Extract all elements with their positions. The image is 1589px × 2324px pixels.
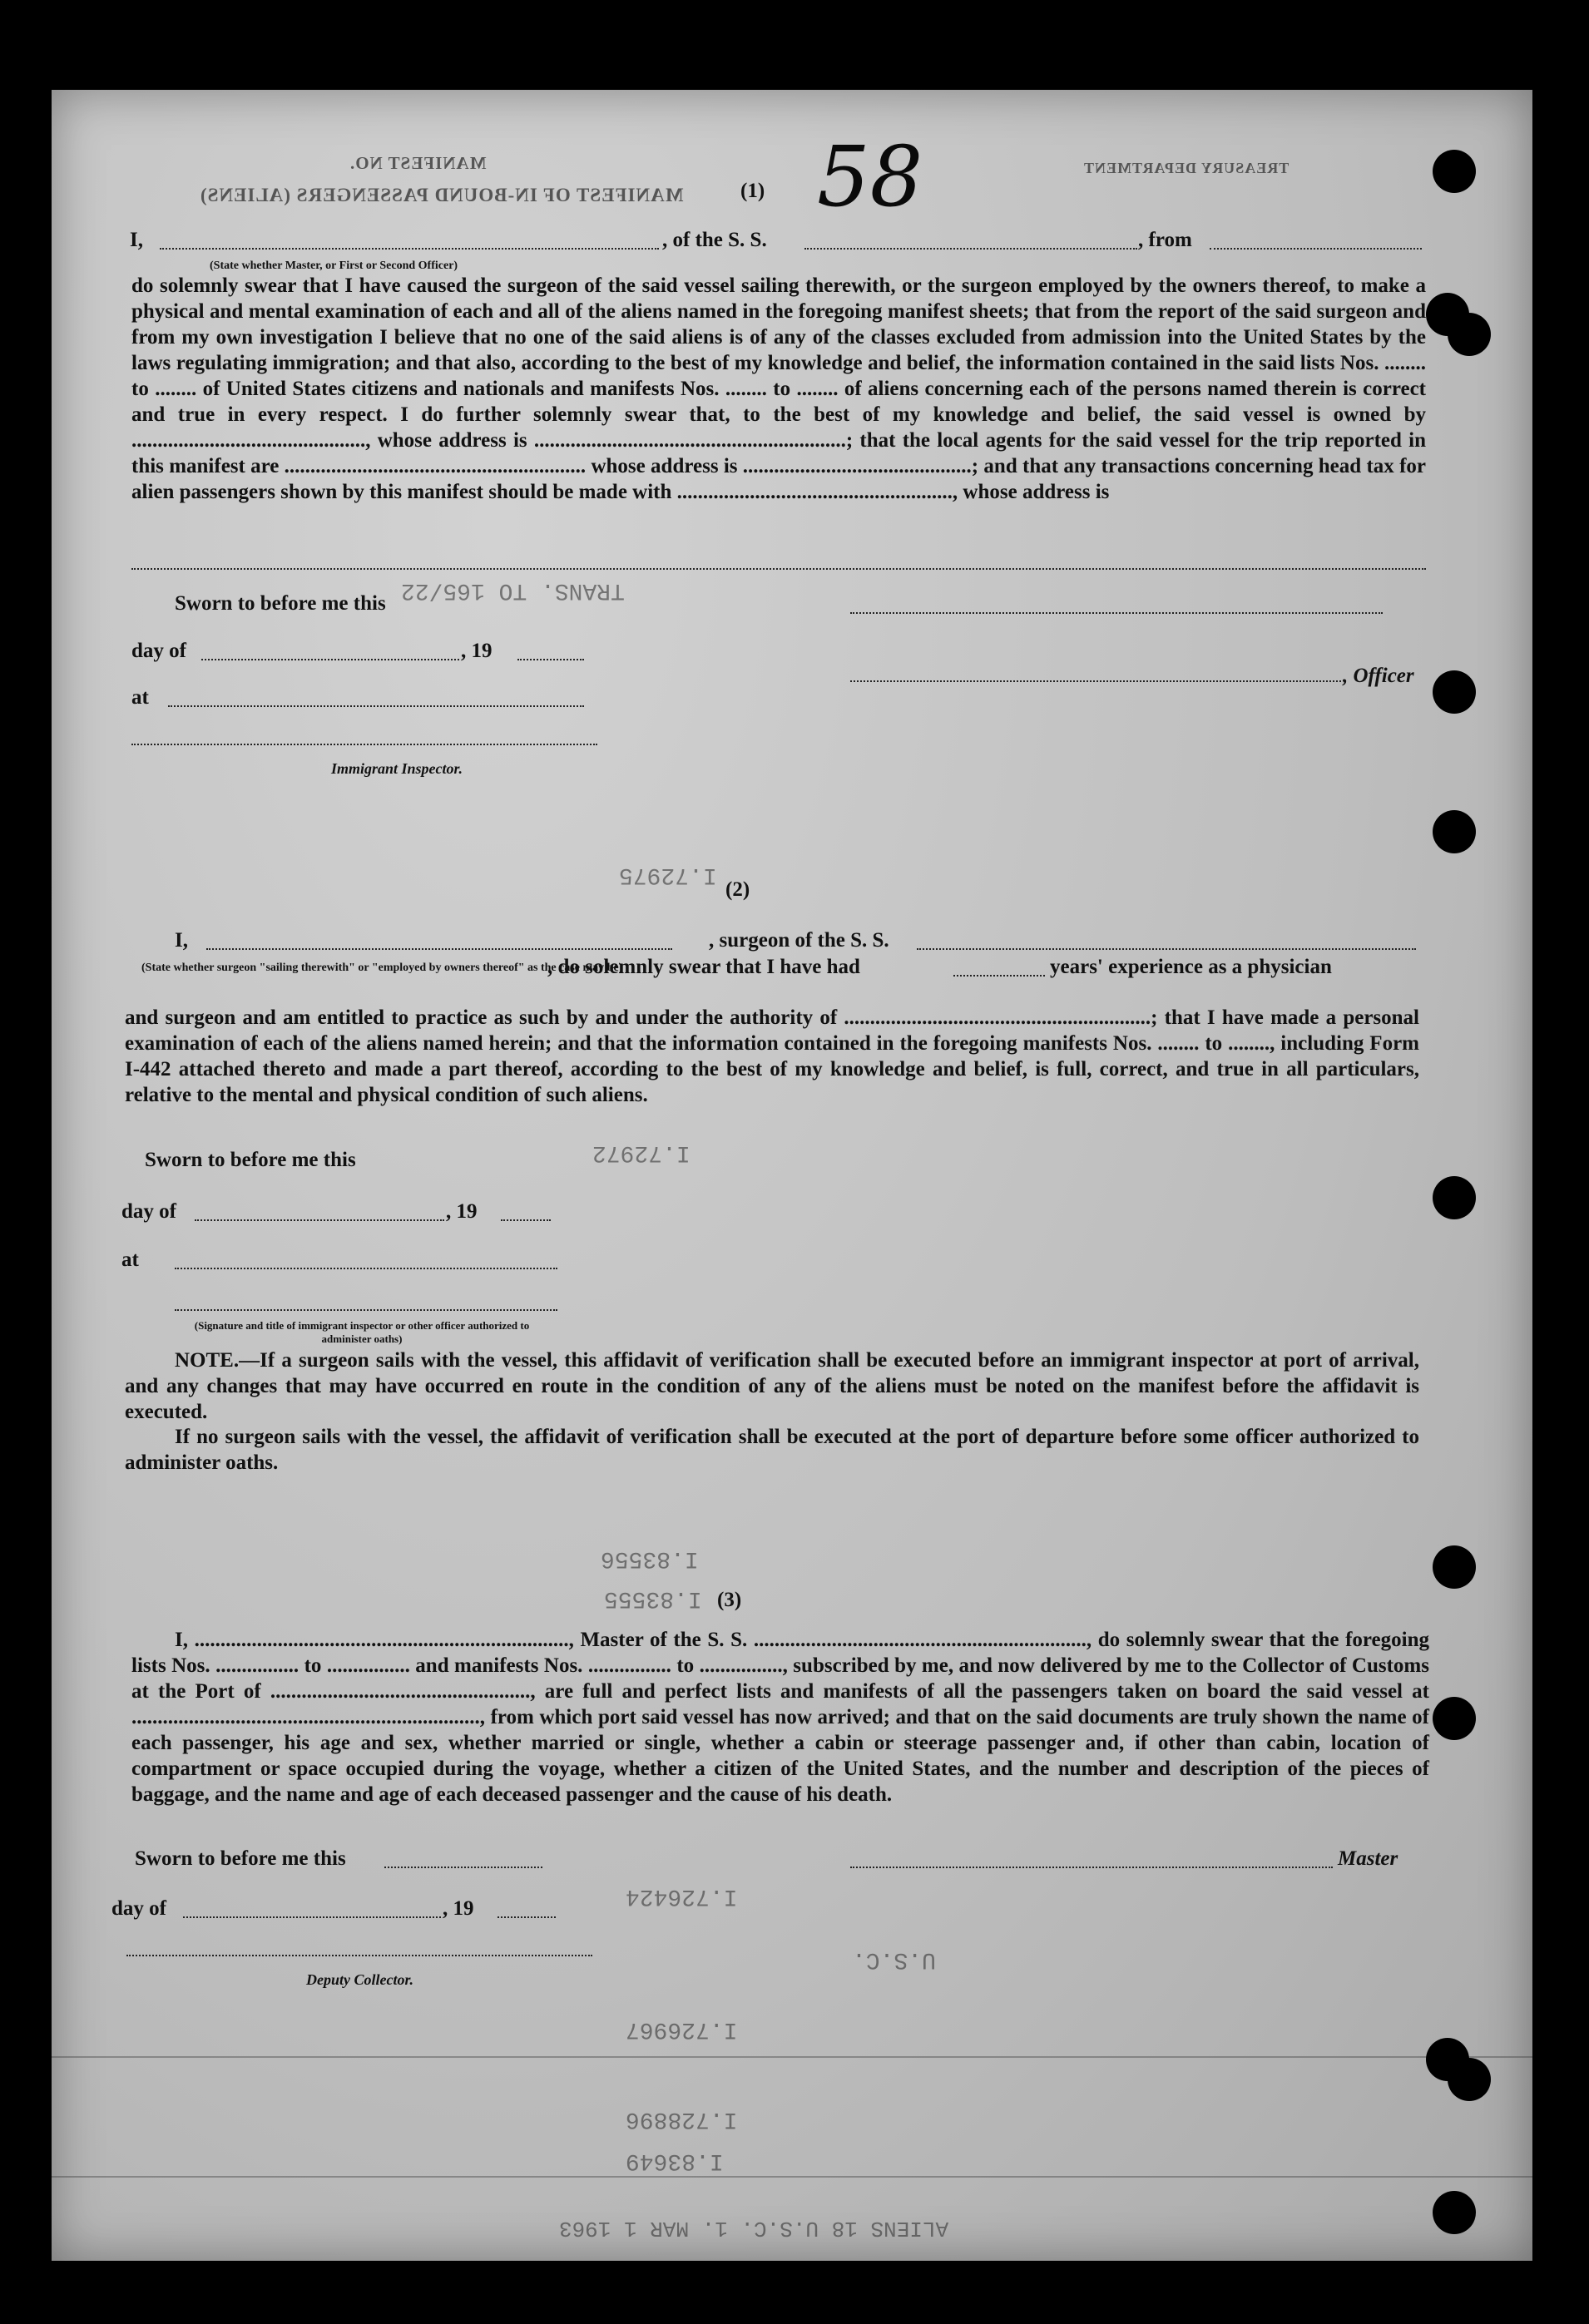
section-3-master: Master xyxy=(1338,1847,1398,1870)
section-2-note: NOTE.—If a surgeon sails with the vessel, this affidavit of verification shall be executed before an immigrant inspector at port of arrival, and any changes that may have occurred en route in the condition of any of the aliens must be noted on the manifest before the affidavit is executed. xyxy=(125,1349,1419,1423)
section-3-sworn: Sworn to before me this xyxy=(135,1847,346,1870)
punch-hole-6 xyxy=(1433,1176,1476,1219)
section-3-master-line xyxy=(850,1850,1333,1868)
section-2-at: at xyxy=(121,1249,139,1271)
bleed-stamp-728896: I.728896 xyxy=(626,2106,738,2132)
bleed-stamp-usc: U.S.C. xyxy=(852,1946,936,1972)
punch-hole-3 xyxy=(1448,313,1491,356)
section-2-note-2: If no surgeon sails with the vessel, the affidavit of verification shall be executed at the port of departure before some officer authorized to administer oaths. xyxy=(125,1426,1419,1474)
section-1-sworn: Sworn to before me this xyxy=(175,592,386,615)
section-1-year-line xyxy=(517,642,584,660)
punch-hole-11 xyxy=(1433,2191,1476,2234)
section-2-day-line xyxy=(195,1203,444,1221)
bleed-stamp-72972: I.72972 xyxy=(592,1140,691,1165)
section-3-sworn-line xyxy=(384,1850,542,1868)
punch-hole-10 xyxy=(1448,2058,1491,2101)
section-2-state-note: (State whether surgeon "sailing therewith" or "employed by owners thereof" as the case may be) xyxy=(141,962,623,974)
section-3-nineteen: , 19 xyxy=(443,1897,474,1920)
section-2-do-solemnly: , do solemnly swear that I have had xyxy=(547,956,860,978)
section-2-signature-line xyxy=(175,1293,557,1311)
section-1-inspector-line xyxy=(131,727,597,745)
section-2-nineteen: , 19 xyxy=(446,1200,478,1223)
section-2-years: years' experience as a physician xyxy=(1050,956,1332,978)
handwritten-number: 58 xyxy=(817,128,923,225)
bleed-stamp-72975: I.72975 xyxy=(619,862,717,888)
form-label-right: TREASURY DEPARTMENT xyxy=(1083,160,1290,176)
section-2-signature-note: (Signature and title of immigrant inspector or other officer authorized to administer oaths) xyxy=(194,1319,530,1345)
punch-hole-7 xyxy=(1433,1545,1476,1589)
section-1-at-line xyxy=(168,689,584,707)
section-1-number: (1) xyxy=(740,180,765,202)
section-2-years-line xyxy=(953,958,1045,977)
section-1-at: at xyxy=(131,686,149,709)
form-title: MANIFEST OF IN-BOUND PASSENGERS (ALIENS) xyxy=(200,185,684,205)
section-2-at-line xyxy=(175,1251,557,1269)
section-3-number: (3) xyxy=(717,1589,742,1611)
punch-hole-1 xyxy=(1433,150,1476,193)
punch-hole-8 xyxy=(1433,1697,1476,1740)
form-label-left: MANIFEST NO. xyxy=(349,153,487,173)
punch-hole-5 xyxy=(1433,810,1476,853)
section-2-year-line xyxy=(501,1203,551,1221)
section-1-name-line xyxy=(160,231,659,250)
section-3-day-of: day of xyxy=(111,1897,166,1920)
bleed-stamp-trans: TRANS. TO 165/22 xyxy=(401,577,625,603)
section-2-sworn: Sworn to before me this xyxy=(145,1149,356,1171)
section-2-name-line xyxy=(206,932,672,950)
manifest-document xyxy=(52,90,1532,2261)
section-3-oath-paragraph: I, ........................................................................, Master of the S. S. ................................................................, do solemnly swear that the foregoing lists Nos. ................ to ................ and manifests Nos. ................ to ................, subscribed by me, and now delivered by me to the Collector of Customs at the Port of .................................................., are full and perfect lists and manifests of all the passengers taken on board the said vessel at ..................................................................., from which port said vessel has now arrived; and that on the said documents are truly shown the name of each passenger, his age and sex, whether married or single, whether a cabin or steerage passenger and, if other than cabin, location of compartment or space occupied during the voyage, whether a citizen of the United States, and the number and description of the pieces of baggage, and the name and age of each deceased passenger and the cause of his death. xyxy=(131,1629,1429,1806)
section-1-immigrant-inspector: Immigrant Inspector. xyxy=(331,760,463,777)
bleed-stamp-83649: I.83649 xyxy=(626,2148,724,2173)
section-2-number: (2) xyxy=(725,878,750,901)
section-1-day-line xyxy=(201,642,459,660)
section-1-officer: , Officer xyxy=(1343,665,1414,687)
section-3-year-line xyxy=(497,1900,556,1918)
section-3-deputy-collector: Deputy Collector. xyxy=(306,1971,413,1988)
punch-hole-4 xyxy=(1433,670,1476,714)
section-1-ship-line xyxy=(804,231,1137,250)
section-1-state-note: (State whether Master, or First or Second Officer) xyxy=(210,260,458,272)
section-1-day-of: day of xyxy=(131,640,186,662)
section-2-day-of: day of xyxy=(121,1200,176,1223)
bleed-rule-1 xyxy=(52,2056,1532,2058)
section-1-i: I, xyxy=(130,229,143,251)
section-3-day-line xyxy=(183,1900,441,1918)
bleed-stamp-83555: I.83555 xyxy=(604,1585,702,1611)
section-3-collector-line xyxy=(126,1938,592,1956)
section-1-address-line xyxy=(131,551,1426,570)
section-1-nineteen: , 19 xyxy=(461,640,493,662)
section-1-of-ss: , of the S. S. xyxy=(662,229,767,251)
section-2-ship-line xyxy=(917,932,1416,950)
bleed-stamp-726967: I.726967 xyxy=(626,2016,738,2042)
bleed-stamp-footer: ALIENS 18 U.S.C. 1. MAR 1 1963 xyxy=(559,2216,949,2241)
section-1-from: , from xyxy=(1138,229,1192,251)
bleed-stamp-726424: I.726424 xyxy=(626,1883,738,1909)
section-2-oath-paragraph: and surgeon and am entitled to practice as such by and under the authority of ...........................................................; that I have made a personal examination of each of the aliens named herein; and that the information contained in the foregoing manifests Nos. ........ to ........, including Form I-442 attached thereto and made a part thereof, according to the best of my knowledge and belief, is full, correct, and true in all particulars, relative to the mental and physical condition of such aliens. xyxy=(125,1006,1419,1106)
bleed-stamp-83556: I.83556 xyxy=(601,1545,699,1571)
section-2-surgeon-of: , surgeon of the S. S. xyxy=(709,929,889,952)
section-1-officer-line xyxy=(850,664,1341,682)
section-1-oath-paragraph: do solemnly swear that I have caused the surgeon of the said vessel sailing therewith, or the surgeon employed by the owners thereof, to make a physical and mental examination of each and all of the aliens named in the foregoing manifest sheets; that from the report of the said surgeon and from my own investigation I believe that no one of the said aliens is of any of the classes excluded from admission into the United States by the laws regulating immigration; and that also, according to the best of my knowledge and belief, the information contained in the said lists Nos. ........ to ........ of United States citizens and nationals and manifests Nos. ........ to ........ of aliens concerning each of the persons named therein is correct and true in every respect. I do further solemnly swear that, to the best of my knowledge and belief, the said vessel is owned by ............................................., whose address is ............................................................; that the local agents for the said vessel for the trip reported in this manifest are .......................................................... whose address is ............................................; and that any transactions concerning head tax for alien passengers shown by this manifest should be made with ....................................................., whose address is xyxy=(131,274,1426,503)
section-1-from-line xyxy=(1210,231,1422,250)
bleed-rule-2 xyxy=(52,2176,1532,2178)
section-1-sworn-line xyxy=(850,596,1383,614)
section-2-i: I, xyxy=(175,929,188,952)
